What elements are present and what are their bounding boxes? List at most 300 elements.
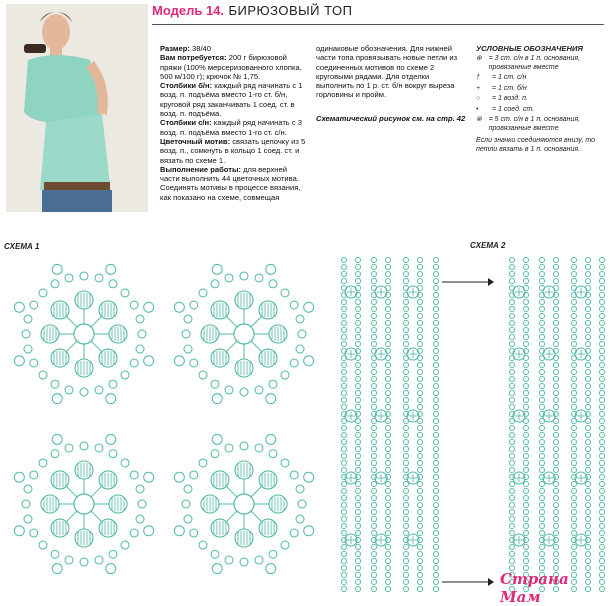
chain-loop (403, 579, 408, 584)
chain-loop (553, 383, 558, 388)
chain-loop (509, 523, 514, 528)
chain-loop (371, 306, 376, 311)
chain-loop (385, 376, 390, 381)
chain-loop (585, 509, 590, 514)
chain-loop (371, 320, 376, 325)
chain-loop (371, 425, 376, 430)
picot-loop (266, 394, 276, 404)
chain-loop (281, 371, 289, 379)
chain-loop (371, 572, 376, 577)
chain-loop (585, 327, 590, 332)
chain-loop (509, 502, 514, 507)
chain-loop (509, 516, 514, 521)
chain-loop (553, 509, 558, 514)
picot-loop (106, 434, 116, 444)
chain-loop (371, 565, 376, 570)
chain-loop (355, 404, 360, 409)
chain-loop (371, 446, 376, 451)
chain-loop (385, 271, 390, 276)
chain-loop (553, 390, 558, 395)
picot-loop (52, 264, 62, 274)
chain-loop (184, 345, 192, 353)
chain-loop (403, 334, 408, 339)
chain-loop (509, 446, 514, 451)
chain-loop (403, 390, 408, 395)
picot-loop (174, 526, 184, 536)
chain-loop (599, 341, 604, 346)
chain-loop (80, 558, 88, 566)
chain-loop (341, 572, 346, 577)
chain-loop (433, 362, 438, 367)
chain-loop (509, 327, 514, 332)
chain-loop (539, 264, 544, 269)
chain-loop (255, 444, 263, 452)
chain-loop (240, 272, 248, 280)
chain-loop (417, 264, 422, 269)
chain-loop (433, 439, 438, 444)
chain-loop (417, 390, 422, 395)
chain-loop (341, 404, 346, 409)
chain-loop (571, 271, 576, 276)
chain-loop (539, 425, 544, 430)
chain-loop (371, 530, 376, 535)
motif-spoke (66, 511, 77, 522)
chain-loop (417, 509, 422, 514)
chain-loop (585, 299, 590, 304)
chain-loop (341, 299, 346, 304)
chain-loop (403, 488, 408, 493)
legend-symbol-icon: • (476, 105, 479, 113)
chain-loop (539, 439, 544, 444)
chain-loop (599, 299, 604, 304)
chain-loop (509, 453, 514, 458)
chain-loop (417, 383, 422, 388)
chain-loop (355, 278, 360, 283)
chain-loop (355, 488, 360, 493)
chain-loop (298, 500, 306, 508)
chain-loop (553, 341, 558, 346)
chain-loop (30, 529, 38, 537)
chain-loop (599, 502, 604, 507)
chain-loop (296, 515, 304, 523)
chain-loop (385, 362, 390, 367)
chain-loop (341, 502, 346, 507)
chain-loop (509, 334, 514, 339)
chain-loop (403, 383, 408, 388)
chain-loop (417, 278, 422, 283)
chain-loop (130, 471, 138, 479)
legend-text: = 5 ст. с/н в 1 п. основания, провязанные вместе (488, 116, 581, 132)
chain-loop (585, 551, 590, 556)
chain-loop (417, 565, 422, 570)
chain-loop (585, 425, 590, 430)
chain-loop (341, 313, 346, 318)
chain-loop (403, 565, 408, 570)
chain-loop (341, 579, 346, 584)
chain-loop (571, 306, 576, 311)
chain-loop (523, 341, 528, 346)
chain-loop (571, 460, 576, 465)
chain-loop (571, 425, 576, 430)
motif-spoke (251, 316, 262, 327)
chain-loop (403, 369, 408, 374)
chain-loop (509, 425, 514, 430)
chain-loop (433, 369, 438, 374)
picot-loop (106, 394, 116, 404)
chain-loop (403, 425, 408, 430)
chain-loop (385, 579, 390, 584)
chain-loop (553, 320, 558, 325)
chain-loop (136, 515, 144, 523)
chain-loop (433, 271, 438, 276)
chain-loop (599, 404, 604, 409)
chain-loop (599, 481, 604, 486)
chain-loop (109, 550, 117, 558)
chain-loop (599, 320, 604, 325)
chain-loop (585, 495, 590, 500)
legend-text: = 1 ст. с/н (492, 74, 527, 81)
chain-loop (371, 460, 376, 465)
chain-loop (417, 460, 422, 465)
chain-loop (80, 388, 88, 396)
legend-item (476, 106, 606, 115)
chain-loop (509, 306, 514, 311)
chain-loop (371, 264, 376, 269)
chain-loop (539, 313, 544, 318)
chain-loop (371, 558, 376, 563)
chain-loop (403, 558, 408, 563)
chain-loop (255, 556, 263, 564)
chain-loop (211, 280, 219, 288)
chain-loop (385, 502, 390, 507)
chain-loop (509, 257, 514, 262)
chain-loop (341, 439, 346, 444)
chain-loop (553, 467, 558, 472)
chain-loop (341, 509, 346, 514)
picot-loop (212, 264, 222, 274)
chain-loop (80, 272, 88, 280)
picot-loop (304, 356, 314, 366)
chain-loop (523, 397, 528, 402)
chain-loop (355, 551, 360, 556)
chain-loop (523, 320, 528, 325)
chain-loop (599, 558, 604, 563)
chain-loop (571, 383, 576, 388)
legend-symbol-icon: ⊕ (476, 55, 482, 62)
chain-loop (417, 299, 422, 304)
chain-loop (184, 515, 192, 523)
chain-loop (211, 380, 219, 388)
chain-loop (571, 439, 576, 444)
chain-loop (571, 264, 576, 269)
chain-loop (433, 558, 438, 563)
chain-loop (417, 488, 422, 493)
picot-loop (52, 434, 62, 444)
chain-loop (509, 481, 514, 486)
chain-loop (523, 509, 528, 514)
chain-loop (211, 450, 219, 458)
picot-loop (266, 434, 276, 444)
chain-loop (433, 257, 438, 262)
chain-loop (417, 439, 422, 444)
chain-loop (433, 425, 438, 430)
chain-loop (585, 313, 590, 318)
motif-spoke (91, 341, 102, 352)
chain-loop (136, 485, 144, 493)
chain-loop (355, 383, 360, 388)
chain-loop (571, 495, 576, 500)
chain-loop (371, 551, 376, 556)
chain-loop (539, 383, 544, 388)
flower-motif (174, 434, 313, 573)
chain-loop (539, 334, 544, 339)
chain-loop (539, 544, 544, 549)
chain-loop (199, 371, 207, 379)
chain-loop (523, 299, 528, 304)
chain-loop (571, 397, 576, 402)
chain-loop (341, 551, 346, 556)
chain-loop (355, 369, 360, 374)
chain-loop (371, 383, 376, 388)
chain-loop (433, 530, 438, 535)
chain-loop (355, 327, 360, 332)
chain-loop (385, 397, 390, 402)
chain-loop (585, 341, 590, 346)
chain-loop (585, 257, 590, 262)
chain-loop (403, 341, 408, 346)
chain-loop (539, 376, 544, 381)
chain-loop (585, 453, 590, 458)
chain-loop (385, 530, 390, 535)
chain-loop (39, 289, 47, 297)
chain-loop (371, 257, 376, 262)
chain-loop (539, 362, 544, 367)
chain-loop (341, 460, 346, 465)
chain-loop (341, 453, 346, 458)
chain-loop (599, 264, 604, 269)
chain-loop (509, 404, 514, 409)
chain-loop (371, 278, 376, 283)
chain-loop (585, 271, 590, 276)
chain-loop (355, 432, 360, 437)
chain-loop (509, 264, 514, 269)
title-divider (152, 24, 604, 25)
chain-loop (417, 467, 422, 472)
chain-loop (433, 523, 438, 528)
motif-spoke (66, 486, 77, 497)
chain-loop (585, 488, 590, 493)
chain-loop (433, 404, 438, 409)
chain-loop (585, 264, 590, 269)
chain-loop (109, 380, 117, 388)
chain-loop (509, 544, 514, 549)
chain-loop (385, 327, 390, 332)
chain-loop (433, 355, 438, 360)
chain-loop (403, 404, 408, 409)
legend (476, 44, 606, 154)
chain-loop (355, 516, 360, 521)
chain-loop (509, 460, 514, 465)
chain-loop (433, 285, 438, 290)
chain-loop (355, 425, 360, 430)
chain-loop (341, 558, 346, 563)
chain-loop (585, 397, 590, 402)
chain-loop (571, 362, 576, 367)
schematic-reference: Схематический рисунок см. на стр. 42 (316, 113, 466, 123)
chain-loop (599, 509, 604, 514)
chain-loop (523, 257, 528, 262)
chain-loop (523, 376, 528, 381)
chain-loop (523, 523, 528, 528)
chain-loop (599, 474, 604, 479)
chain-loop (433, 320, 438, 325)
chain-loop (599, 537, 604, 542)
chain-loop (553, 299, 558, 304)
chain-loop (417, 530, 422, 535)
motif-spoke (226, 341, 237, 352)
chain-loop (385, 558, 390, 563)
chain-loop (585, 530, 590, 535)
chain-loop (385, 453, 390, 458)
chain-loop (403, 320, 408, 325)
chain-loop (433, 292, 438, 297)
chain-loop (571, 502, 576, 507)
chain-loop (553, 425, 558, 430)
chain-loop (599, 418, 604, 423)
motif-center-ring (234, 494, 254, 514)
chain-loop (523, 432, 528, 437)
chain-loop (403, 495, 408, 500)
chain-loop (433, 348, 438, 353)
chain-loop (417, 404, 422, 409)
chain-loop (553, 551, 558, 556)
chain-loop (371, 439, 376, 444)
chain-loop (433, 579, 438, 584)
motif-center-ring (74, 324, 94, 344)
chain-loop (403, 397, 408, 402)
chain-loop (523, 306, 528, 311)
chain-loop (281, 459, 289, 467)
picot-loop (106, 564, 116, 574)
chain-loop (341, 586, 346, 591)
motif-spoke (91, 486, 102, 497)
chain-loop (523, 439, 528, 444)
chain-loop (417, 523, 422, 528)
chain-loop (298, 330, 306, 338)
chain-loop (385, 481, 390, 486)
picot-loop (106, 264, 116, 274)
chain-loop (341, 341, 346, 346)
chain-loop (184, 485, 192, 493)
chain-loop (385, 369, 390, 374)
chain-loop (585, 467, 590, 472)
picot-loop (304, 526, 314, 536)
chain-loop (403, 439, 408, 444)
picot-loop (52, 394, 62, 404)
chain-loop (403, 271, 408, 276)
chain-loop (433, 334, 438, 339)
chain-loop (39, 371, 47, 379)
chain-loop (417, 341, 422, 346)
chain-loop (290, 471, 298, 479)
chain-loop (433, 453, 438, 458)
picot-loop (14, 302, 24, 312)
chain-loop (523, 425, 528, 430)
chain-loop (553, 558, 558, 563)
instructions-text: одинаковые обозначения. Для нижней части топа провязывать новые петли из соединенных мотивов по схеме 2 круговыми рядами. Для отделки выполнить по 1 р. ст. б/н вокруг выреза горловины и пройм. (316, 44, 458, 100)
chain-loop (433, 418, 438, 423)
chain-loop (433, 306, 438, 311)
chain-loop (553, 523, 558, 528)
chain-loop (371, 404, 376, 409)
chain-loop (121, 289, 129, 297)
chain-loop (341, 495, 346, 500)
chain-loop (417, 271, 422, 276)
chain-loop (523, 530, 528, 535)
chain-loop (385, 278, 390, 283)
chain-loop (403, 362, 408, 367)
chain-loop (509, 432, 514, 437)
chain-loop (403, 306, 408, 311)
chain-loop (523, 551, 528, 556)
model-number: Модель 14. (152, 3, 225, 18)
chain-loop (585, 334, 590, 339)
chain-loop (355, 481, 360, 486)
chain-loop (403, 586, 408, 591)
chain-loop (553, 453, 558, 458)
chain-loop (403, 257, 408, 262)
chain-loop (553, 313, 558, 318)
chain-loop (95, 274, 103, 282)
chain-loop (355, 264, 360, 269)
chain-loop (417, 376, 422, 381)
legend-item (476, 116, 606, 133)
chain-loop (585, 516, 590, 521)
chain-loop (417, 425, 422, 430)
chain-loop (539, 271, 544, 276)
chain-loop (539, 530, 544, 535)
chain-loop (385, 509, 390, 514)
chain-loop (371, 376, 376, 381)
chain-loop (341, 425, 346, 430)
chain-loop (523, 369, 528, 374)
chain-loop (539, 299, 544, 304)
picot-loop (144, 356, 154, 366)
chain-loop (403, 544, 408, 549)
legend-item (476, 55, 606, 72)
motif-spoke (226, 511, 237, 522)
chain-loop (433, 327, 438, 332)
chain-loop (130, 301, 138, 309)
chain-loop (385, 383, 390, 388)
chain-loop (553, 488, 558, 493)
chain-loop (65, 386, 73, 394)
chain-loop (341, 369, 346, 374)
chain-loop (417, 453, 422, 458)
chain-loop (571, 390, 576, 395)
chain-loop (523, 544, 528, 549)
chain-loop (39, 541, 47, 549)
flower-motif (14, 264, 153, 403)
chain-loop (523, 278, 528, 283)
chain-loop (403, 516, 408, 521)
chain-loop (585, 376, 590, 381)
chain-loop (371, 453, 376, 458)
chain-loop (225, 556, 233, 564)
chain-loop (417, 327, 422, 332)
chain-loop (355, 544, 360, 549)
picot-loop (212, 564, 222, 574)
